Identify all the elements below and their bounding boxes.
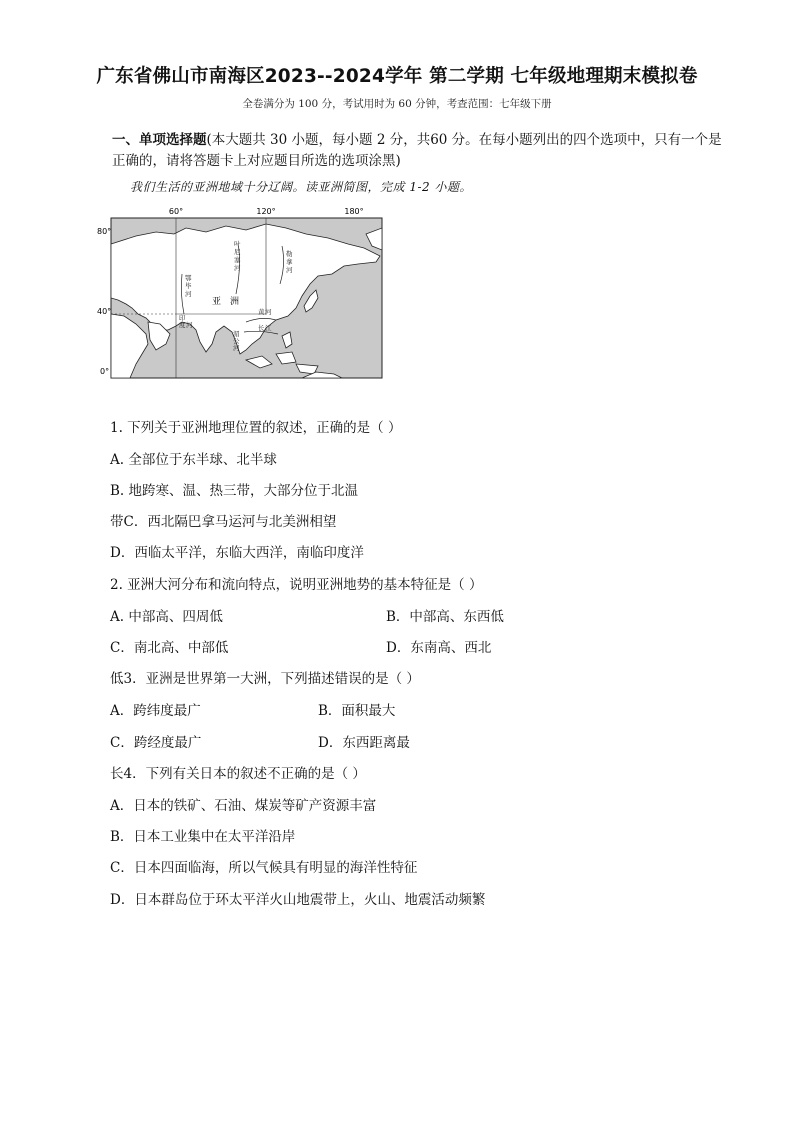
river-char: 叶	[234, 240, 241, 248]
river-char: 湄	[233, 330, 240, 338]
river-char: 黄	[258, 308, 265, 316]
map-intro: 我们生活的亚洲地域十分辽阔。读亚洲简图，完成 1-2 小题。	[130, 180, 472, 194]
river-char: 河	[265, 308, 272, 316]
lon-label-180: 180°	[344, 207, 364, 216]
question-4-option-c: C．日本四面临海，所以气候具有明显的海洋性特征	[110, 860, 418, 876]
lat-label-40: 40°	[97, 307, 112, 316]
river-char: 鄂	[185, 274, 192, 282]
question-3-option-a: A．跨纬度最广	[110, 703, 201, 719]
river-char: 江	[265, 324, 272, 332]
question-1-stem: 1. 下列关于亚洲地理位置的叙述，正确的是（ ）	[110, 420, 402, 436]
question-4-option-d: D．日本群岛位于环太平洋火山地震带上，火山、地震活动频繁	[110, 892, 486, 908]
question-2-option-a: A. 中部高、四周低	[110, 609, 223, 625]
question-3-option-d: D．东西距离最	[318, 735, 410, 751]
question-4-option-a: A．日本的铁矿、石油、煤炭等矿产资源丰富	[110, 798, 377, 814]
question-3-stem: 低3．亚洲是世界第一大洲，下列描述错误的是（ ）	[110, 671, 420, 687]
river-char: 勒	[286, 250, 293, 258]
river-char: 尼	[234, 248, 241, 256]
section-header	[112, 130, 732, 172]
map-region-label: 亚 洲	[212, 297, 240, 307]
section-instruction: (本大题共 30 小题，每小题 2 分，共60 分。在每小题列出的四个选项中，只有一个是正确的，请将答题卡上对应题目所选的选项涂黑)	[112, 132, 722, 169]
question-2-option-c: C．南北高、中部低	[110, 640, 229, 656]
river-char: 河	[286, 266, 293, 274]
question-2-option-d: D．东南高、西北	[386, 640, 492, 656]
exam-title: 广东省佛山市南海区2023--2024学年 第二学期 七年级地理期末模拟卷	[96, 66, 698, 87]
lon-label-120: 120°	[256, 207, 276, 216]
question-1-option-d: D．西临太平洋，东临大西洋，南临印度洋	[110, 545, 364, 561]
lat-label-0: 0°	[100, 367, 110, 376]
asia-map	[96, 204, 396, 384]
river-char: 河	[186, 321, 193, 329]
river-char: 河	[233, 344, 240, 352]
lon-label-60: 60°	[168, 207, 184, 216]
river-char: 度	[179, 321, 186, 329]
river-char: 公	[233, 337, 240, 345]
river-char: 河	[234, 264, 241, 272]
question-4-stem: 长4．下列有关日本的叙述不正确的是（ ）	[110, 766, 366, 782]
lat-label-80: 80°	[97, 227, 112, 236]
question-1-option-b: B. 地跨寒、温、热三带，大部分位于北温	[110, 483, 359, 499]
section-heading: 一、单项选择题	[112, 132, 207, 148]
river-char: 河	[185, 290, 192, 298]
question-1-option-a: A. 全部位于东半球、北半球	[110, 452, 277, 468]
question-2-stem: 2. 亚洲大河分布和流向特点，说明亚洲地势的基本特征是（ ）	[110, 577, 483, 593]
river-char: 印	[179, 314, 186, 322]
question-4-option-b: B．日本工业集中在太平洋沿岸	[110, 829, 296, 845]
question-1-option-c: 带C．西北隔巴拿马运河与北美洲相望	[110, 514, 337, 530]
river-char: 长	[258, 324, 265, 332]
river-char: 塞	[234, 256, 241, 264]
question-3-option-c: C．跨经度最广	[110, 735, 202, 751]
exam-subtitle: 全卷满分为 100 分，考试用时为 60 分钟，考查范围：七年级下册	[242, 98, 552, 110]
question-2-option-b: B．中部高、东西低	[386, 609, 504, 625]
river-char: 毕	[185, 282, 192, 290]
question-3-option-b: B．面积最大	[318, 703, 396, 719]
river-char: 拿	[286, 258, 293, 266]
